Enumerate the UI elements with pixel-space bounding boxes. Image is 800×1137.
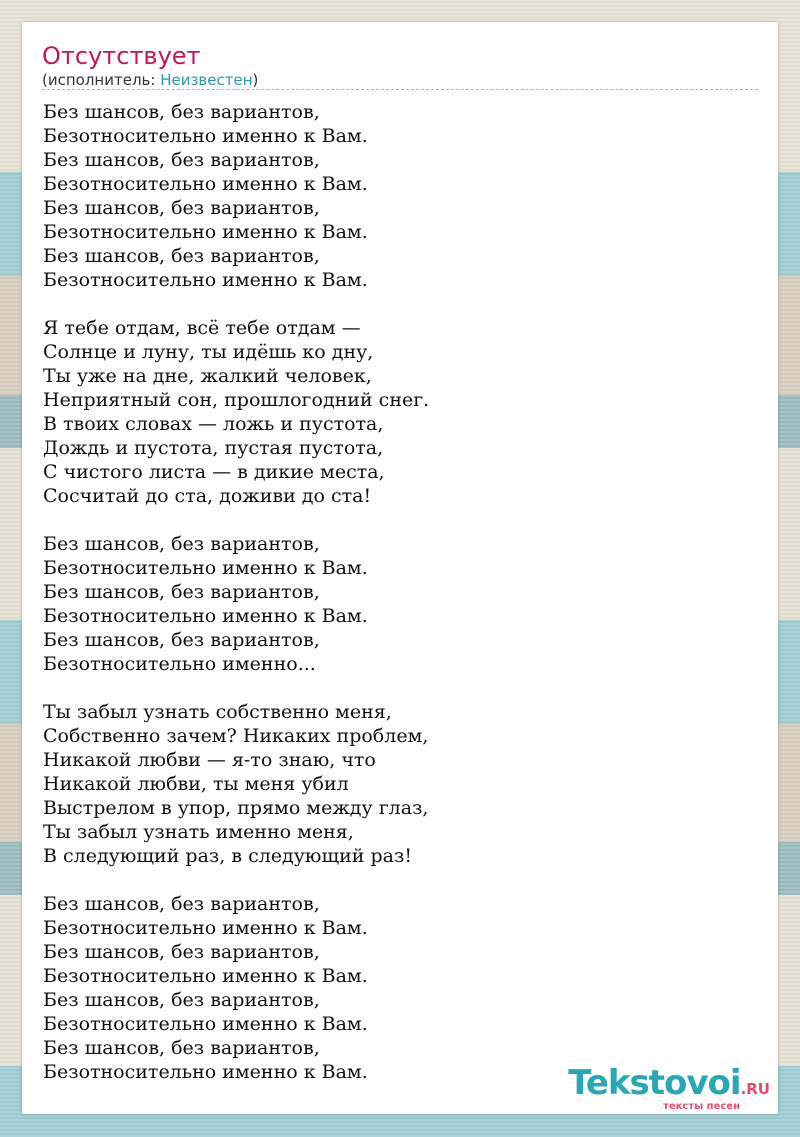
lyrics-line: Без шансов, без вариантов, (43, 533, 320, 555)
lyrics-stanza (43, 100, 429, 292)
lyrics-line: Без шансов, без вариантов, (43, 149, 320, 171)
lyrics-line: Я тебе отдам, всё тебе отдам — (43, 317, 361, 339)
lyrics-line: Выстрелом в упор, прямо между глаз, (43, 797, 429, 819)
lyrics-line: Ты забыл узнать собственно меня, (43, 701, 392, 723)
logo-tld: .RU (740, 1080, 770, 1098)
lyrics-line: Без шансов, без вариантов, (43, 101, 320, 123)
lyrics-sheet (22, 22, 778, 1114)
lyrics-line: Без шансов, без вариантов, (43, 245, 320, 267)
lyrics-line: В следующий раз, в следующий раз! (43, 845, 412, 867)
lyrics-line: Без шансов, без вариантов, (43, 893, 320, 915)
lyrics-line: В твоих словах — ложь и пустота, (43, 413, 384, 435)
lyrics-line: Без шансов, без вариантов, (43, 941, 320, 963)
lyrics-line: Безотносительно именно к Вам. (43, 221, 368, 243)
header-divider (42, 89, 758, 90)
lyrics-line: Без шансов, без вариантов, (43, 629, 320, 651)
lyrics-line: Безотносительно именно к Вам. (43, 917, 368, 939)
lyrics-line: Безотносительно именно... (43, 653, 316, 675)
lyrics-line: Собственно зачем? Никаких проблем, (43, 725, 429, 747)
lyrics-body (43, 100, 429, 1108)
lyrics-stanza (43, 316, 429, 508)
lyrics-line: Безотносительно именно к Вам. (43, 605, 368, 627)
lyrics-line: Солнце и луну, ты идёшь ко дну, (43, 341, 374, 363)
lyrics-line: Безотносительно именно к Вам. (43, 269, 368, 291)
lyrics-line: Дождь и пустота, пустая пустота, (43, 437, 384, 459)
lyrics-line: Без шансов, без вариантов, (43, 197, 320, 219)
lyrics-stanza (43, 532, 429, 676)
song-artist-line (42, 71, 258, 89)
logo-brand: Tekstovoi (568, 1063, 741, 1103)
song-title: Отсутствует (42, 42, 201, 70)
lyrics-line: Ты уже на дне, жалкий человек, (43, 365, 372, 387)
logo-tagline: тексты песен (663, 1101, 740, 1112)
lyrics-line: Никакой любви, ты меня убил (43, 773, 349, 795)
lyrics-line: Никакой любви — я-то знаю, что (43, 749, 376, 771)
artist-prefix: (исполнитель: (42, 71, 161, 89)
lyrics-line: С чистого листа — в дикие места, (43, 461, 385, 483)
lyrics-line: Неприятный сон, прошлогодний снег. (43, 389, 430, 411)
lyrics-line: Безотносительно именно к Вам. (43, 965, 368, 987)
lyrics-line: Ты забыл узнать именно меня, (43, 821, 354, 843)
lyrics-line: Безотносительно именно к Вам. (43, 1061, 368, 1083)
lyrics-stanza (43, 700, 429, 868)
site-logo[interactable] (568, 1065, 770, 1112)
lyrics-line: Сосчитай до ста, доживи до ста! (43, 485, 372, 507)
lyrics-line: Без шансов, без вариантов, (43, 989, 320, 1011)
lyrics-stanza (43, 892, 429, 1084)
artist-suffix: ) (252, 71, 259, 89)
lyrics-line: Безотносительно именно к Вам. (43, 557, 368, 579)
artist-link[interactable]: Неизвестен (160, 71, 253, 89)
lyrics-line: Безотносительно именно к Вам. (43, 1013, 368, 1035)
lyrics-line: Безотносительно именно к Вам. (43, 173, 368, 195)
lyrics-line: Без шансов, без вариантов, (43, 1037, 320, 1059)
lyrics-line: Без шансов, без вариантов, (43, 581, 320, 603)
lyrics-line: Безотносительно именно к Вам. (43, 125, 368, 147)
